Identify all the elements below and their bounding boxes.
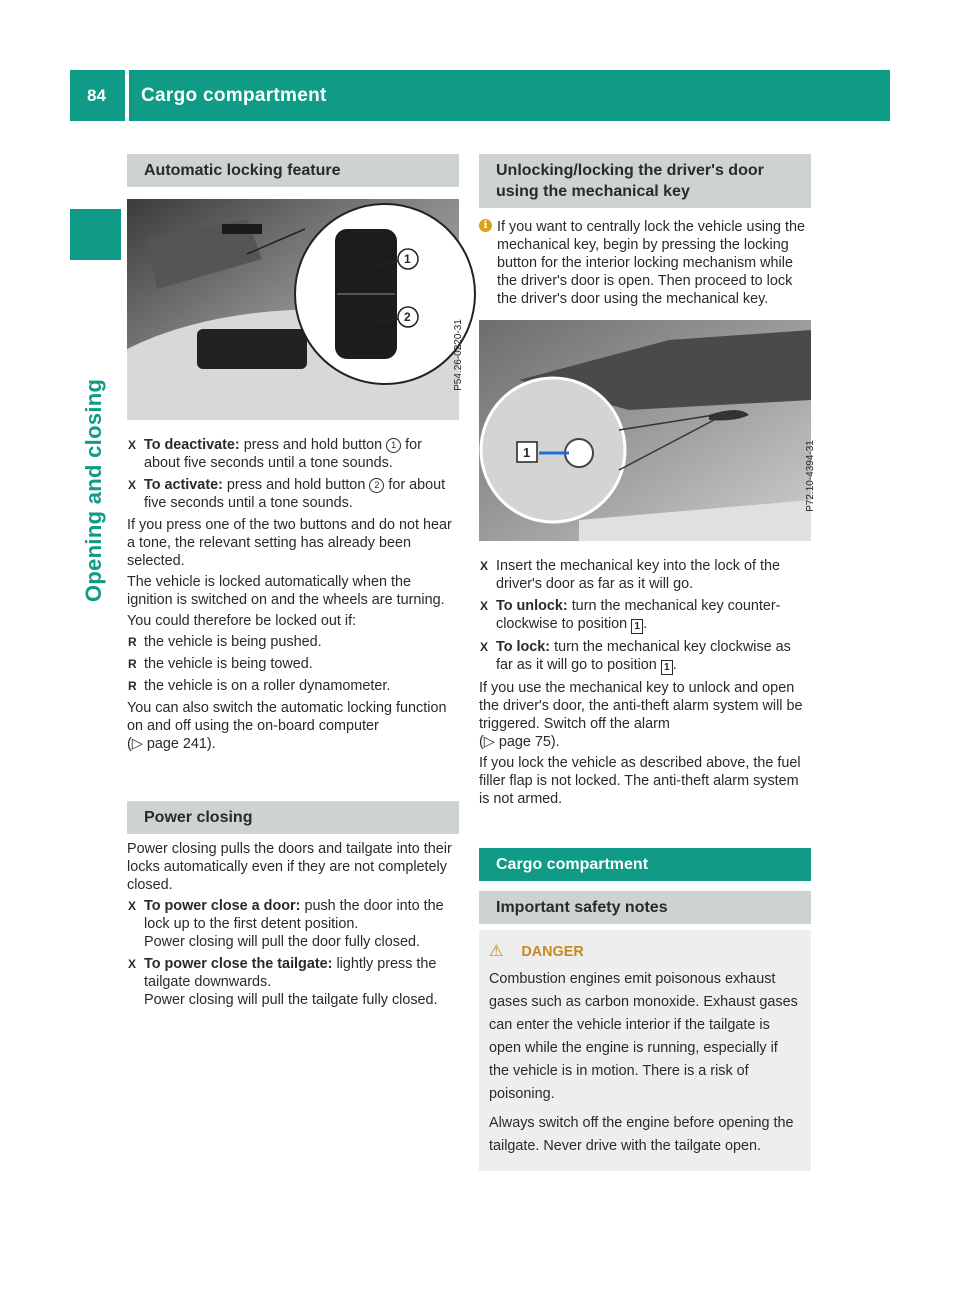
page-title: Cargo compartment (141, 85, 327, 106)
left-column (127, 154, 465, 1013)
bullet-icon: R (128, 679, 137, 693)
paragraph: If you use the mechanical key to unlock and open the driver's door, the anti-theft alarm system will be triggered. Switch off the alarm (▷ page 75). (479, 680, 803, 750)
step-power-close-tailgate: X To power close the tailgate: lightly press the tailgate downwards. Power closing will pull the tailgate fully closed. (128, 956, 438, 1008)
danger-paragraph: Always switch off the engine before opening the tailgate. Never drive with the tailgate open. (489, 1115, 794, 1154)
page-reference-link[interactable]: page 75). (498, 734, 560, 750)
bullet-icon: R (128, 657, 137, 671)
step-arrow-icon: X (480, 640, 489, 654)
page-ref-arrow-icon: ▷ (131, 736, 143, 752)
list-item: R the vehicle is being pushed. (128, 634, 322, 650)
paragraph: You could therefore be locked out if: (127, 613, 357, 629)
door-lock-figure (479, 320, 817, 541)
step-lock: X To lock: turn the mechanical key clockwise as far as it will go to position 1 . (480, 639, 791, 673)
figure-code: P54.26-0220-31 (453, 319, 465, 391)
list-item: R the vehicle is being towed. (128, 656, 313, 672)
section-heading-mechanical-key: Unlocking/locking the driver's door using the mechanical key (479, 154, 811, 208)
button-ref-1: 1 (386, 438, 401, 453)
paragraph: If you lock the vehicle as described above, the fuel filler flap is not locked. The anti-theft alarm system is not armed. (479, 755, 801, 807)
warning-triangle-icon: ⚠ (489, 943, 504, 960)
header-divider (125, 70, 129, 121)
page-reference-link[interactable]: page 241). (146, 736, 216, 752)
step-arrow-icon: X (480, 599, 489, 613)
step-arrow-icon: X (128, 438, 137, 452)
page-number: 84 (87, 86, 106, 105)
step-activate: X To activate: press and hold button 2 for about five seconds until a tone sounds. (128, 477, 446, 511)
page-header (70, 70, 890, 121)
section-heading-cargo-compartment: Cargo compartment (479, 848, 811, 881)
step-arrow-icon: X (128, 478, 137, 492)
step-power-close-door: X To power close a door: push the door into the lock up to the first detent position. Power closing will pull the door fully closed. (128, 898, 444, 950)
section-heading-safety-notes: Important safety notes (479, 891, 811, 924)
step-unlock: X To unlock: turn the mechanical key counter-clockwise to position 1 . (480, 598, 781, 632)
side-tab-label: Opening and closing (81, 378, 106, 602)
paragraph: The vehicle is locked automatically when the ignition is switched on and the wheels are turning. (127, 574, 445, 608)
section-heading-power-closing: Power closing (127, 801, 459, 834)
figure-code: P72.10-4394-31 (805, 440, 817, 512)
section-heading-automatic-locking: Automatic locking feature (127, 154, 459, 187)
step-arrow-icon: X (480, 559, 489, 573)
paragraph: Power closing pulls the doors and tailgate into their locks automatically even if they are not completely closed. (127, 841, 452, 893)
danger-box (479, 930, 811, 1171)
paragraph: You can also switch the automatic locking function on and off using the on-board computer (▷ page 241). (127, 700, 447, 752)
position-ref-1: 1 (631, 619, 643, 634)
danger-header: ⚠ DANGER (489, 943, 584, 960)
button-ref-2: 2 (369, 478, 384, 493)
callout-2-label: 2 (404, 310, 411, 324)
step-arrow-icon: X (128, 899, 137, 913)
danger-paragraph: Combustion engines emit poisonous exhaust gases such as carbon monoxide. Exhaust gases can enter the vehicle interior if the tailgate is open while the engine is running, especially if the vehicle is in motion. There is a risk of poisoning. (489, 971, 798, 1102)
position-ref-1: 1 (661, 660, 673, 675)
door-panel-figure (127, 199, 465, 420)
info-note: i If you want to centrally lock the vehicle using the mechanical key, begin by pressing the locking button for the interior locking mechanism while the driver's door is open. Then proceed to lock the driver's door using the mechanical key. (479, 218, 811, 308)
list-item: R the vehicle is on a roller dynamometer. (128, 678, 391, 694)
side-tab-block (70, 209, 121, 260)
step-deactivate: X To deactivate: press and hold button 1 for about five seconds until a tone sounds. (128, 437, 422, 471)
door-lock-illustration (479, 320, 811, 541)
bullet-icon: R (128, 635, 137, 649)
page-ref-arrow-icon: ▷ (483, 734, 495, 750)
right-column (479, 154, 817, 1171)
step-arrow-icon: X (128, 957, 137, 971)
info-icon: i (479, 219, 492, 232)
callout-1-label: 1 (523, 445, 531, 460)
step-insert-key: X Insert the mechanical key into the lock of the driver's door as far as it will go. (480, 558, 780, 592)
callout-1-label: 1 (404, 252, 411, 266)
paragraph: If you press one of the two buttons and do not hear a tone, the relevant setting has already been selected. (127, 517, 452, 569)
